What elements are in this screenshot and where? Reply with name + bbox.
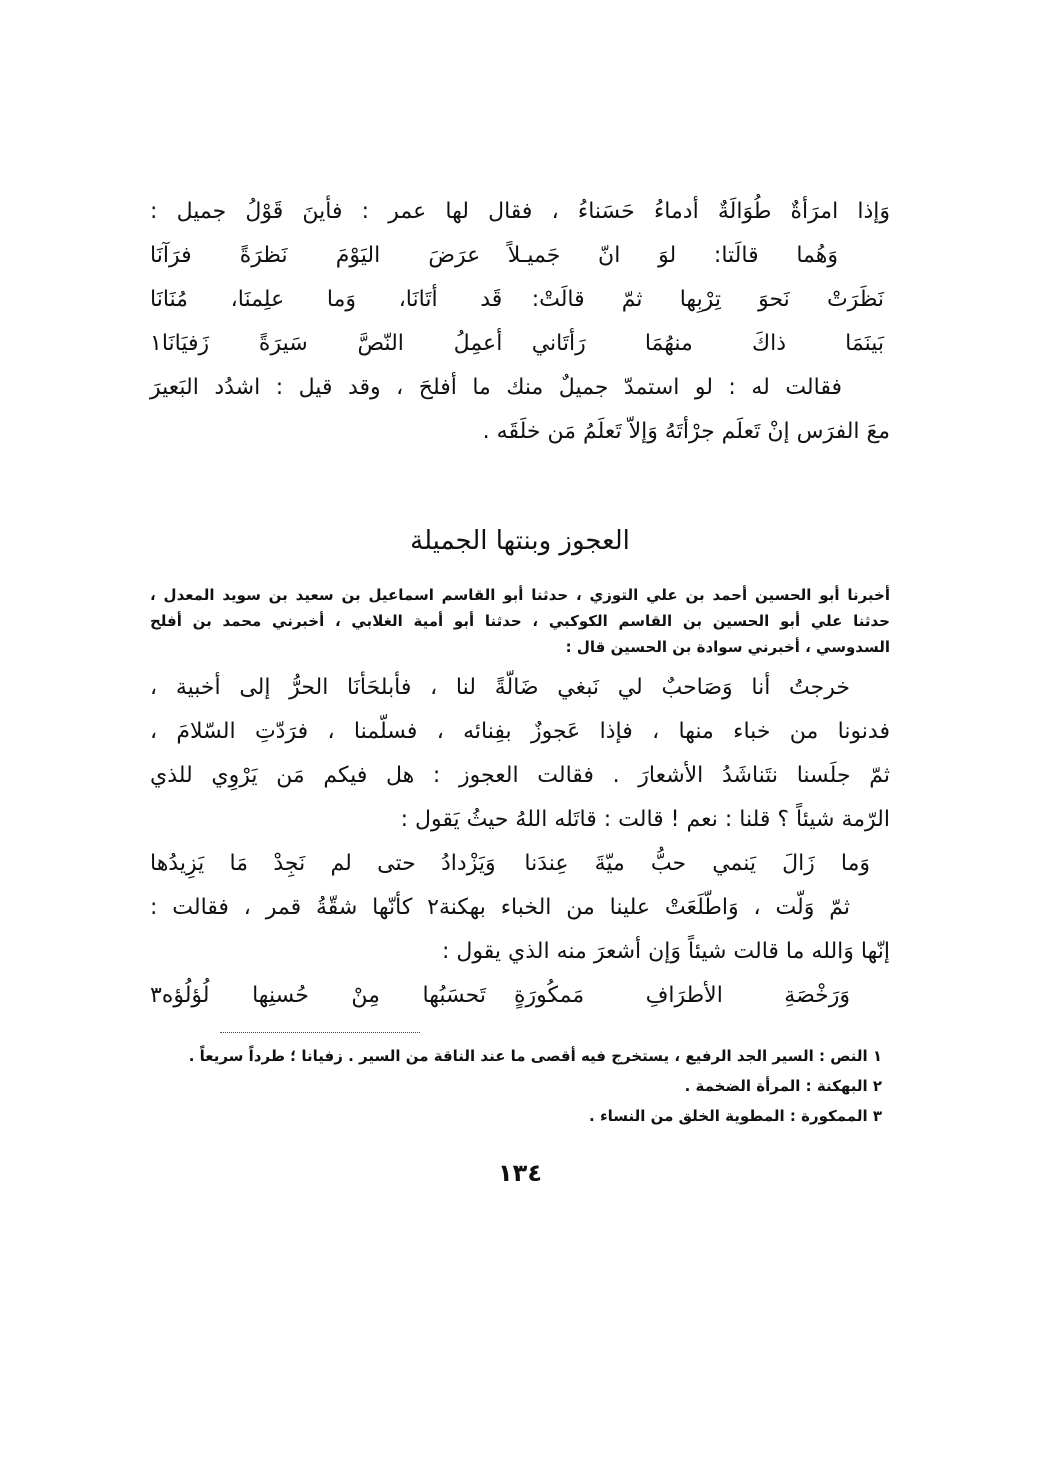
- verse-hemistich-right: نَظَرَتْ نَحوَ تِرْبِها ثمّ قالَتْ:: [531, 287, 884, 312]
- verse-line-1: [150, 234, 890, 278]
- footnote: ١ النص : السير الجد الرفيع ، يستخرج فيه أقصى ما عند الناقة من السير . زفيانا ؛ طرداً سريعاً .: [188, 1047, 882, 1065]
- prose-line: فقالت له : لو استمدّ جميلٌ منك ما أفلحَ ، وقد قيل : اشدُد البَعيرَ: [150, 375, 842, 400]
- prose-line: معَ الفرَس إنْ تَعلَم جرْأتَهُ وَإلاّ تَعلَمُ مَن خلَقَه .: [482, 419, 890, 444]
- book-page: [150, 190, 890, 1187]
- prose-line: الرّمة شيئاً ؟ قلنا : نعم ! قالت : قاتَله اللهُ حيثُ يَقول :: [400, 807, 890, 832]
- prose-line: ثمّ جلَسنا نتَناشَدُ الأشعارَ . فقالت العجوز : هل فيكم مَن يَرْوِي للذي: [150, 763, 890, 788]
- isnad-block: [150, 582, 890, 660]
- isnad-line: أخبرنا أبو الحسين أحمد بن علي التوزي ، حدثنا أبو القاسم اسماعيل بن سعيد بن سويد المعدل ،: [150, 586, 890, 604]
- verse-hemistich-left: تَحسَبُها مِنْ حُسنِها لُؤلُؤه٣: [150, 983, 486, 1008]
- prose-line: فدنونا من خباء منها ، فإذا عَجوزٌ بفِنائه ، فسلّمنا ، فرَدّتِ السّلامَ ،: [150, 719, 890, 744]
- verse-hemistich-left: أعمِلُ النّصَّ سَيرَةً زَفيَانَا١: [150, 331, 503, 356]
- verse-hemistich-left: وَيَزْدادُ حتى لم نَجِدْ مَا يَزِيدُها: [150, 851, 496, 876]
- prose-line: خرجتُ أنا وَصَاحبٌ لي نَبغي ضَالّةً لنا ، فأبلحَأنَا الحرُّ إلى أخبية ،: [150, 675, 850, 700]
- isnad-line: السدوسي ، أخبرني سوادة بن الحسين قال :: [565, 638, 890, 656]
- footnote-separator: [220, 1032, 420, 1033]
- page-number: ١٣٤: [498, 1159, 542, 1187]
- verse-hemistich-left: قَد أتَانَا، وَما علِمنَا، مُنَانَا: [150, 287, 503, 312]
- verse-line-4: [150, 842, 890, 886]
- verse-line-2: [150, 278, 890, 322]
- verse-hemistich-right: بَينَمَا ذاكَ منهُمَا رَأتَاني: [531, 331, 884, 356]
- prose-line: ثمّ وَلّت ، وَاطّلَعَتْ علينا من الخباء بهكنة٢ كأنّها شقّةُ قمر ، فقالت :: [150, 895, 850, 920]
- prose-line: إنّها وَالله ما قالت شيئاً وَإن أشعرَ منه الذي يقول :: [442, 939, 890, 964]
- section-heading: العجوز وبنتها الجميلة: [410, 526, 630, 556]
- footnote: ٢ البهكنة : المرأة الضخمة .: [684, 1077, 882, 1095]
- isnad-line: حدثنا علي أبو الحسين بن القاسم الكوكبي ، حدثنا أبو أمية الغلابي ، أخبرني محمد بن أفلح: [150, 612, 890, 630]
- verse-line-5: [150, 974, 890, 1018]
- verse-line-3: [150, 322, 890, 366]
- verse-hemistich-right: وَهُما قالَتا: لوَ انّ جَميـلاً: [507, 243, 838, 268]
- verse-hemistich-right: وَرَخْصَةِ الأطرَافِ مَمكُورَةٍ: [514, 983, 850, 1008]
- intro-line: وَإذا امرَأةٌ طُوَالَةٌ أدماءُ حَسَناءُ ، فقال لها عمر : فأينَ قَوْلُ جميل :: [150, 199, 890, 224]
- verse-hemistich-left: عرَضَ اليَوْمَ نَظرَةً فرَآنَا: [150, 243, 481, 268]
- verse-hemistich-right: وَما زَالَ يَنمي حبُّ ميّةَ عِندَنا: [524, 851, 870, 876]
- footnote: ٣ الممكورة : المطوية الخلق من النساء .: [589, 1107, 882, 1125]
